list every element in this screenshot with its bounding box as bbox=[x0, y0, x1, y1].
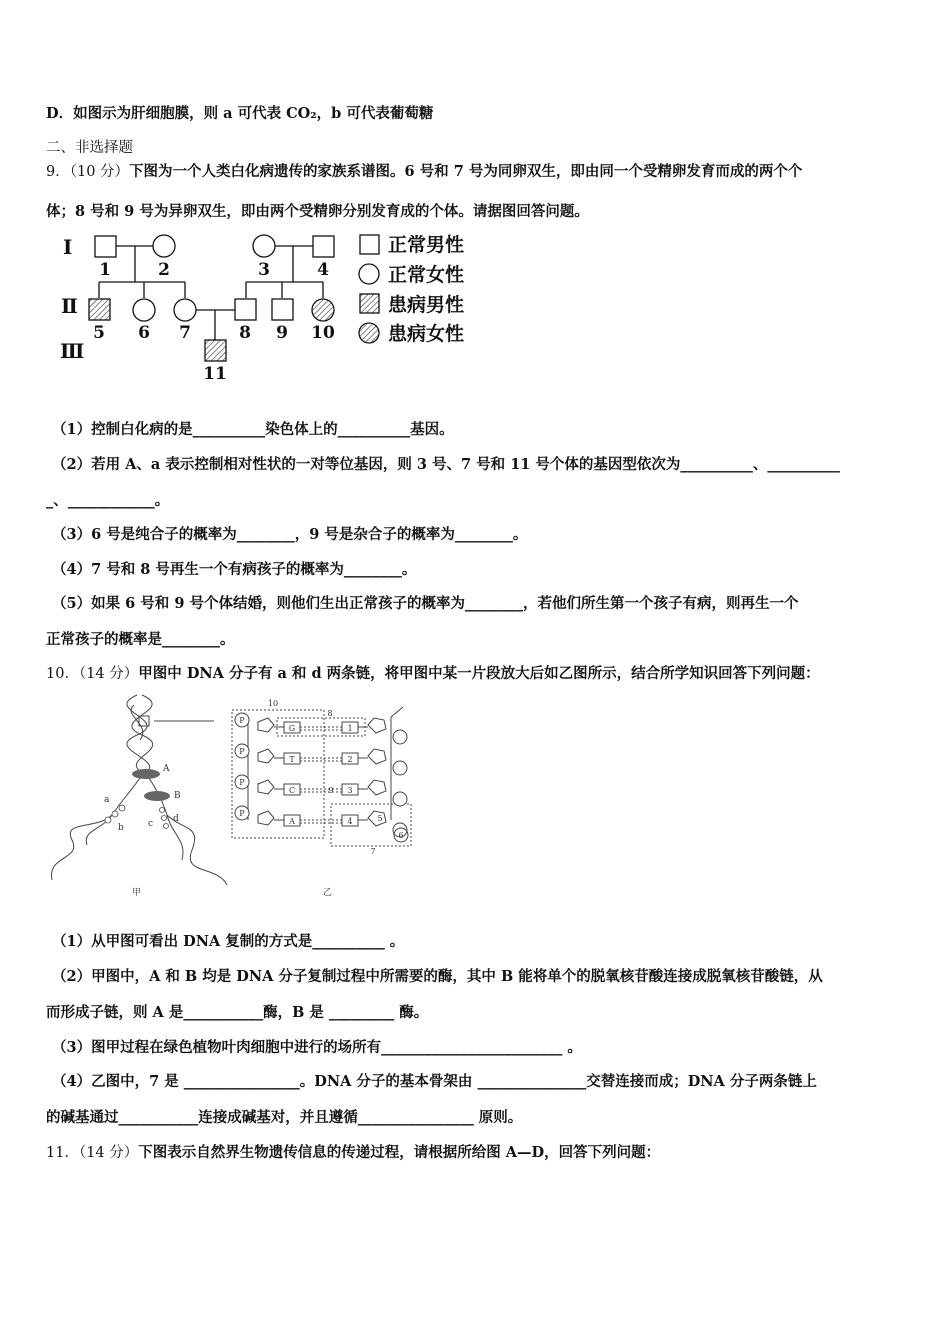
svg-text:2: 2 bbox=[347, 755, 353, 764]
svg-text:4: 4 bbox=[347, 817, 353, 826]
svg-text:甲: 甲 bbox=[132, 888, 142, 898]
svg-text:b: b bbox=[118, 823, 124, 833]
svg-text:P: P bbox=[239, 778, 245, 787]
q9-part2b: _、____________。 bbox=[46, 492, 170, 509]
individual-7 bbox=[174, 299, 196, 321]
q9-stem-a: 下图为一个人类白化病遗传的家族系谱图。6 号和 7 号为同卵双生，即由同一个受精卵发育而成的两个个 bbox=[129, 163, 803, 180]
pedigree-chart bbox=[55, 228, 485, 388]
svg-text:C: C bbox=[288, 786, 296, 795]
q11-number: 11．（14 分） bbox=[46, 1145, 139, 1161]
svg-text:7: 7 bbox=[179, 323, 191, 343]
enzyme-A bbox=[132, 769, 160, 779]
legend-normal-female bbox=[359, 264, 379, 284]
q10-part4b: 的碱基通过___________连接成碱基对，并且遵循________________ 原则。 bbox=[46, 1109, 523, 1126]
svg-text:8: 8 bbox=[239, 323, 251, 343]
legend-affected-female bbox=[359, 323, 379, 343]
svg-text:6: 6 bbox=[138, 323, 150, 343]
q10-number: 10．（14 分） bbox=[46, 666, 139, 682]
svg-text:9: 9 bbox=[328, 786, 334, 795]
q9-part3: （3）6 号是纯合子的概率为________，9 号是杂合子的概率为________。 bbox=[52, 526, 528, 543]
dna-replication-figure-jia bbox=[42, 690, 232, 900]
svg-text:P: P bbox=[239, 809, 245, 818]
q9-part1: （1）控制白化病的是__________染色体上的__________基因。 bbox=[52, 421, 454, 438]
q10-part4a: （4）乙图中，7 是 ________________。DNA 分子的基本骨架由 _______________交替连接而成；DNA 分子两条链上 bbox=[52, 1073, 817, 1090]
individual-11 bbox=[205, 340, 226, 361]
svg-text:G: G bbox=[288, 724, 296, 733]
q10-part2b: 而形成子链，则 A 是___________酶，B 是 _________ 酶。 bbox=[46, 1004, 429, 1021]
svg-text:7: 7 bbox=[370, 847, 376, 856]
svg-text:A: A bbox=[289, 817, 295, 826]
q10-stem: 甲图中 DNA 分子有 a 和 d 两条链，将甲图中某一片段放大后如乙图所示，结合所学知识回答下列问题： bbox=[138, 665, 820, 682]
svg-text:c: c bbox=[148, 819, 154, 829]
svg-text:B: B bbox=[174, 791, 181, 801]
svg-text:患病女性: 患病女性 bbox=[388, 323, 465, 345]
svg-text:A: A bbox=[163, 764, 170, 774]
q9-stem-b: 体；8 号和 9 号为异卵双生，即由两个受精卵分别发育成的个体。请据图回答问题。 bbox=[46, 203, 589, 220]
q9-part5b: 正常孩子的概率是________。 bbox=[46, 631, 235, 648]
svg-text:8: 8 bbox=[327, 709, 333, 718]
q11-stem: 下图表示自然界生物遗传信息的传递过程，请根据所给图 A—D，回答下列问题： bbox=[138, 1144, 661, 1161]
individual-5 bbox=[89, 299, 110, 320]
gen-III: Ⅲ bbox=[60, 339, 85, 363]
svg-text:正常男性: 正常男性 bbox=[388, 234, 465, 256]
svg-text:1: 1 bbox=[99, 260, 111, 280]
svg-text:患病男性: 患病男性 bbox=[388, 294, 465, 316]
svg-text:P: P bbox=[239, 747, 245, 756]
individual-3 bbox=[253, 235, 275, 257]
svg-text:4: 4 bbox=[317, 260, 329, 280]
individual-4 bbox=[313, 236, 334, 257]
gen-I: Ⅰ bbox=[63, 235, 73, 259]
svg-text:d: d bbox=[173, 814, 179, 824]
q10-part2a: （2）甲图中，A 和 B 均是 DNA 分子复制过程中所需要的酶，其中 B 能将单个的脱氧核苷酸连接成脱氧核苷酸链，从 bbox=[52, 968, 823, 985]
legend-normal-male bbox=[360, 235, 379, 254]
svg-text:3: 3 bbox=[258, 260, 270, 280]
individual-8 bbox=[235, 299, 256, 320]
q10-part3: （3）图甲过程在绿色植物叶肉细胞中进行的场所有_________________________ 。 bbox=[52, 1039, 582, 1056]
dna-structure-figure-yi bbox=[228, 692, 423, 902]
svg-text:2: 2 bbox=[158, 260, 170, 280]
svg-text:T: T bbox=[289, 755, 295, 764]
svg-text:正常女性: 正常女性 bbox=[388, 264, 465, 286]
q10-part1: （1）从甲图可看出 DNA 复制的方式是__________ 。 bbox=[52, 933, 405, 950]
individual-9 bbox=[272, 299, 293, 320]
q9-part2a: （2）若用 A、a 表示控制相对性状的一对等位基因，则 3 号、7 号和 11 号个体的基因型依次为__________、__________ bbox=[52, 456, 840, 473]
svg-text:5: 5 bbox=[377, 814, 383, 823]
legend-affected-male bbox=[360, 294, 379, 313]
svg-text:10: 10 bbox=[311, 323, 335, 343]
section-heading: 二、非选择题 bbox=[46, 140, 133, 156]
svg-text:1: 1 bbox=[347, 724, 353, 733]
gen-II: Ⅱ bbox=[61, 294, 78, 318]
enzyme-B bbox=[144, 791, 170, 801]
svg-text:3: 3 bbox=[347, 786, 353, 795]
svg-text:乙: 乙 bbox=[323, 888, 333, 898]
q9-number: 9．（10 分） bbox=[46, 164, 130, 180]
svg-text:10: 10 bbox=[267, 699, 279, 708]
svg-text:5: 5 bbox=[93, 323, 105, 343]
q9-part4: （4）7 号和 8 号再生一个有病孩子的概率为________。 bbox=[52, 561, 417, 578]
individual-2 bbox=[153, 235, 175, 257]
q9-part5a: （5）如果 6 号和 9 号个体结婚，则他们生出正常孩子的概率为________，若他们所生第一个孩子有病，则再生一个 bbox=[52, 595, 799, 612]
svg-text:6: 6 bbox=[398, 831, 404, 840]
svg-text:a: a bbox=[104, 795, 110, 805]
individual-6 bbox=[133, 299, 155, 321]
option-d: D．如图示为肝细胞膜，则 a 可代表 CO₂，b 可代表葡萄糖 bbox=[46, 105, 434, 122]
individual-10 bbox=[312, 299, 334, 321]
svg-text:P: P bbox=[239, 716, 245, 725]
svg-text:9: 9 bbox=[276, 323, 288, 343]
individual-1 bbox=[95, 236, 116, 257]
svg-text:11: 11 bbox=[203, 364, 227, 384]
